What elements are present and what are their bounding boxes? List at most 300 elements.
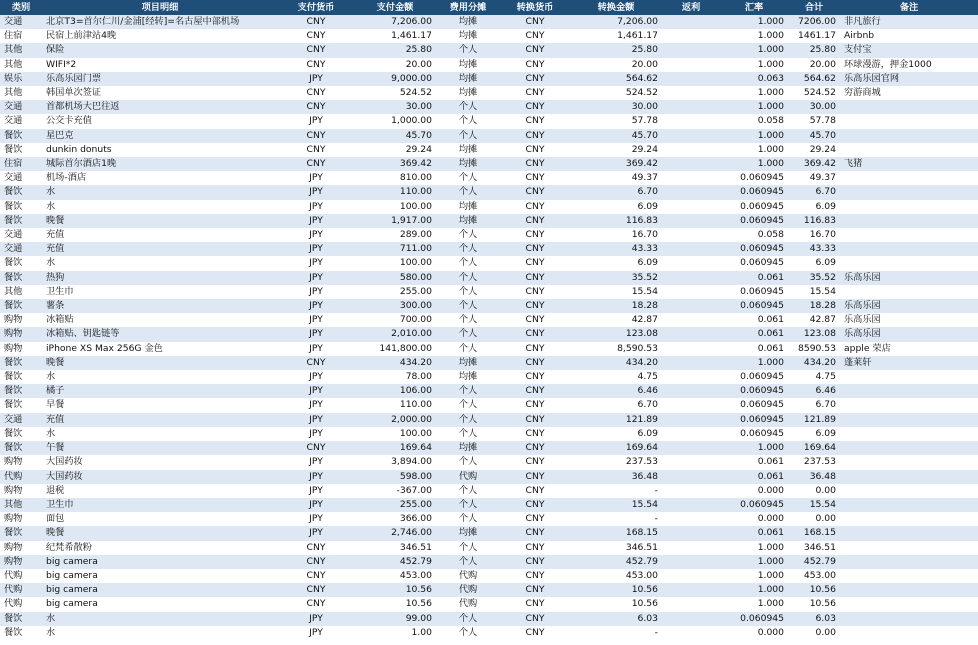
convert-amount-cell[interactable]: 36.48	[570, 470, 662, 484]
pay-amount-cell[interactable]: 1,461.17	[354, 29, 436, 43]
pay-currency-cell[interactable]: CNY	[278, 356, 354, 370]
note-cell[interactable]: 环球漫游，押金1000	[840, 58, 978, 72]
total-cell[interactable]: 30.00	[788, 100, 840, 114]
note-cell[interactable]	[840, 583, 978, 597]
item-cell[interactable]: 星巴克	[42, 129, 278, 143]
convert-currency-cell[interactable]: CNY	[500, 342, 570, 356]
rate-cell[interactable]: 0.061	[720, 526, 788, 540]
note-cell[interactable]	[840, 143, 978, 157]
rate-cell[interactable]: 1.000	[720, 100, 788, 114]
item-cell[interactable]: 午餐	[42, 441, 278, 455]
split-cell[interactable]: 代购	[436, 597, 500, 611]
convert-currency-cell[interactable]: CNY	[500, 299, 570, 313]
pay-currency-cell[interactable]: CNY	[278, 86, 354, 100]
rebate-cell[interactable]	[662, 43, 720, 57]
pay-amount-cell[interactable]: 110.00	[354, 398, 436, 412]
total-cell[interactable]: 7206.00	[788, 15, 840, 29]
item-cell[interactable]: 保险	[42, 43, 278, 57]
note-cell[interactable]	[840, 114, 978, 128]
rate-cell[interactable]: 1.000	[720, 143, 788, 157]
note-cell[interactable]	[840, 228, 978, 242]
convert-amount-cell[interactable]: 29.24	[570, 143, 662, 157]
rate-cell[interactable]: 1.000	[720, 157, 788, 171]
pay-amount-cell[interactable]: 598.00	[354, 470, 436, 484]
convert-currency-cell[interactable]: CNY	[500, 29, 570, 43]
pay-currency-cell[interactable]: CNY	[278, 157, 354, 171]
item-cell[interactable]: 晚餐	[42, 356, 278, 370]
rebate-cell[interactable]	[662, 129, 720, 143]
convert-amount-cell[interactable]: 346.51	[570, 541, 662, 555]
category-cell[interactable]: 交通	[0, 15, 42, 29]
convert-amount-cell[interactable]: 564.62	[570, 72, 662, 86]
rebate-cell[interactable]	[662, 526, 720, 540]
split-cell[interactable]: 个人	[436, 427, 500, 441]
item-cell[interactable]: 充值	[42, 413, 278, 427]
category-cell[interactable]: 餐饮	[0, 214, 42, 228]
category-cell[interactable]: 住宿	[0, 157, 42, 171]
note-cell[interactable]	[840, 597, 978, 611]
item-cell[interactable]: big camera	[42, 583, 278, 597]
convert-currency-cell[interactable]: CNY	[500, 398, 570, 412]
convert-currency-cell[interactable]: CNY	[500, 43, 570, 57]
rebate-cell[interactable]	[662, 427, 720, 441]
rate-cell[interactable]: 0.061	[720, 327, 788, 341]
split-cell[interactable]: 均摊	[436, 200, 500, 214]
note-cell[interactable]	[840, 214, 978, 228]
pay-currency-cell[interactable]: JPY	[278, 171, 354, 185]
total-cell[interactable]: 4.75	[788, 370, 840, 384]
split-cell[interactable]: 均摊	[436, 15, 500, 29]
rebate-cell[interactable]	[662, 597, 720, 611]
convert-amount-cell[interactable]: 42.87	[570, 313, 662, 327]
pay-amount-cell[interactable]: 100.00	[354, 200, 436, 214]
split-cell[interactable]: 个人	[436, 484, 500, 498]
convert-currency-cell[interactable]: CNY	[500, 327, 570, 341]
item-cell[interactable]: 晚餐	[42, 214, 278, 228]
rate-cell[interactable]: 0.063	[720, 72, 788, 86]
category-cell[interactable]: 住宿	[0, 29, 42, 43]
split-cell[interactable]: 个人	[436, 327, 500, 341]
category-cell[interactable]: 餐饮	[0, 370, 42, 384]
convert-currency-cell[interactable]: CNY	[500, 200, 570, 214]
pay-amount-cell[interactable]: 300.00	[354, 299, 436, 313]
category-cell[interactable]: 其他	[0, 58, 42, 72]
note-cell[interactable]	[840, 185, 978, 199]
convert-amount-cell[interactable]: 16.70	[570, 228, 662, 242]
pay-amount-cell[interactable]: 10.56	[354, 583, 436, 597]
convert-currency-cell[interactable]: CNY	[500, 114, 570, 128]
rebate-cell[interactable]	[662, 58, 720, 72]
rate-cell[interactable]: 1.000	[720, 15, 788, 29]
pay-amount-cell[interactable]: 434.20	[354, 356, 436, 370]
total-cell[interactable]: 10.56	[788, 583, 840, 597]
note-cell[interactable]: 非凡旅行	[840, 15, 978, 29]
split-cell[interactable]: 个人	[436, 228, 500, 242]
convert-amount-cell[interactable]: 6.09	[570, 256, 662, 270]
note-cell[interactable]	[840, 498, 978, 512]
rate-cell[interactable]: 0.000	[720, 484, 788, 498]
pay-amount-cell[interactable]: 1,000.00	[354, 114, 436, 128]
total-cell[interactable]: 434.20	[788, 356, 840, 370]
rebate-cell[interactable]	[662, 384, 720, 398]
pay-amount-cell[interactable]: 100.00	[354, 427, 436, 441]
total-cell[interactable]: 18.28	[788, 299, 840, 313]
convert-currency-cell[interactable]: CNY	[500, 541, 570, 555]
total-cell[interactable]: 121.89	[788, 413, 840, 427]
pay-currency-cell[interactable]: JPY	[278, 384, 354, 398]
convert-currency-cell[interactable]: CNY	[500, 100, 570, 114]
pay-currency-cell[interactable]: CNY	[278, 43, 354, 57]
pay-amount-cell[interactable]: 366.00	[354, 512, 436, 526]
convert-amount-cell[interactable]: 57.78	[570, 114, 662, 128]
item-cell[interactable]: 水	[42, 612, 278, 626]
split-cell[interactable]: 个人	[436, 398, 500, 412]
rebate-cell[interactable]	[662, 299, 720, 313]
category-cell[interactable]: 购物	[0, 342, 42, 356]
note-cell[interactable]	[840, 200, 978, 214]
item-cell[interactable]: 水	[42, 185, 278, 199]
pay-amount-cell[interactable]: 100.00	[354, 256, 436, 270]
pay-amount-cell[interactable]: 99.00	[354, 612, 436, 626]
pay-currency-cell[interactable]: CNY	[278, 129, 354, 143]
header-rebate[interactable]: 返利	[662, 0, 720, 15]
pay-currency-cell[interactable]: JPY	[278, 470, 354, 484]
rebate-cell[interactable]	[662, 612, 720, 626]
rebate-cell[interactable]	[662, 626, 720, 640]
convert-amount-cell[interactable]: 20.00	[570, 58, 662, 72]
note-cell[interactable]	[840, 256, 978, 270]
rate-cell[interactable]: 0.060945	[720, 370, 788, 384]
category-cell[interactable]: 其他	[0, 285, 42, 299]
rate-cell[interactable]: 0.060945	[720, 427, 788, 441]
note-cell[interactable]	[840, 526, 978, 540]
pay-amount-cell[interactable]: 524.52	[354, 86, 436, 100]
rebate-cell[interactable]	[662, 15, 720, 29]
total-cell[interactable]: 15.54	[788, 285, 840, 299]
item-cell[interactable]: 热狗	[42, 271, 278, 285]
note-cell[interactable]: 乐高乐园	[840, 327, 978, 341]
pay-amount-cell[interactable]: 580.00	[354, 271, 436, 285]
item-cell[interactable]: big camera	[42, 555, 278, 569]
item-cell[interactable]: 大国药妆	[42, 470, 278, 484]
convert-currency-cell[interactable]: CNY	[500, 256, 570, 270]
note-cell[interactable]	[840, 242, 978, 256]
pay-currency-cell[interactable]: JPY	[278, 271, 354, 285]
rate-cell[interactable]: 0.060945	[720, 612, 788, 626]
header-pay-currency[interactable]: 支付货币	[278, 0, 354, 15]
category-cell[interactable]: 其他	[0, 86, 42, 100]
item-cell[interactable]: 早餐	[42, 398, 278, 412]
pay-currency-cell[interactable]: JPY	[278, 200, 354, 214]
rate-cell[interactable]: 0.060945	[720, 242, 788, 256]
convert-amount-cell[interactable]: 10.56	[570, 597, 662, 611]
total-cell[interactable]: 35.52	[788, 271, 840, 285]
category-cell[interactable]: 娱乐	[0, 72, 42, 86]
pay-amount-cell[interactable]: 9,000.00	[354, 72, 436, 86]
note-cell[interactable]	[840, 484, 978, 498]
total-cell[interactable]: 0.00	[788, 626, 840, 640]
category-cell[interactable]: 餐饮	[0, 256, 42, 270]
header-rate[interactable]: 汇率	[720, 0, 788, 15]
rebate-cell[interactable]	[662, 512, 720, 526]
split-cell[interactable]: 个人	[436, 555, 500, 569]
split-cell[interactable]: 均摊	[436, 29, 500, 43]
rebate-cell[interactable]	[662, 327, 720, 341]
convert-currency-cell[interactable]: CNY	[500, 185, 570, 199]
pay-currency-cell[interactable]: JPY	[278, 214, 354, 228]
rebate-cell[interactable]	[662, 356, 720, 370]
total-cell[interactable]: 452.79	[788, 555, 840, 569]
total-cell[interactable]: 6.70	[788, 185, 840, 199]
split-cell[interactable]: 个人	[436, 285, 500, 299]
item-cell[interactable]: 面包	[42, 512, 278, 526]
category-cell[interactable]: 餐饮	[0, 427, 42, 441]
rebate-cell[interactable]	[662, 200, 720, 214]
rate-cell[interactable]: 1.000	[720, 541, 788, 555]
split-cell[interactable]: 个人	[436, 498, 500, 512]
split-cell[interactable]: 个人	[436, 384, 500, 398]
total-cell[interactable]: 1461.17	[788, 29, 840, 43]
item-cell[interactable]: 晚餐	[42, 526, 278, 540]
rate-cell[interactable]: 0.000	[720, 626, 788, 640]
note-cell[interactable]	[840, 612, 978, 626]
rate-cell[interactable]: 0.060945	[720, 171, 788, 185]
total-cell[interactable]: 29.24	[788, 143, 840, 157]
convert-currency-cell[interactable]: CNY	[500, 583, 570, 597]
total-cell[interactable]: 10.56	[788, 597, 840, 611]
category-cell[interactable]: 餐饮	[0, 185, 42, 199]
rate-cell[interactable]: 0.060945	[720, 498, 788, 512]
pay-currency-cell[interactable]: CNY	[278, 441, 354, 455]
rate-cell[interactable]: 0.061	[720, 313, 788, 327]
note-cell[interactable]	[840, 455, 978, 469]
note-cell[interactable]: 乐高乐园官网	[840, 72, 978, 86]
total-cell[interactable]: 6.46	[788, 384, 840, 398]
split-cell[interactable]: 个人	[436, 413, 500, 427]
convert-currency-cell[interactable]: CNY	[500, 271, 570, 285]
pay-currency-cell[interactable]: JPY	[278, 327, 354, 341]
item-cell[interactable]: 水	[42, 200, 278, 214]
item-cell[interactable]: 乐高乐园门票	[42, 72, 278, 86]
item-cell[interactable]: 水	[42, 427, 278, 441]
header-pay-amount[interactable]: 支付金额	[354, 0, 436, 15]
split-cell[interactable]: 个人	[436, 129, 500, 143]
split-cell[interactable]: 个人	[436, 612, 500, 626]
category-cell[interactable]: 购物	[0, 484, 42, 498]
item-cell[interactable]: 充值	[42, 228, 278, 242]
total-cell[interactable]: 8590.53	[788, 342, 840, 356]
split-cell[interactable]: 个人	[436, 100, 500, 114]
category-cell[interactable]: 餐饮	[0, 384, 42, 398]
category-cell[interactable]: 购物	[0, 541, 42, 555]
pay-amount-cell[interactable]: 1,917.00	[354, 214, 436, 228]
pay-currency-cell[interactable]: CNY	[278, 15, 354, 29]
convert-currency-cell[interactable]: CNY	[500, 214, 570, 228]
category-cell[interactable]: 餐饮	[0, 143, 42, 157]
pay-currency-cell[interactable]: JPY	[278, 256, 354, 270]
header-split[interactable]: 费用分摊	[436, 0, 500, 15]
category-cell[interactable]: 其他	[0, 498, 42, 512]
rate-cell[interactable]: 0.058	[720, 114, 788, 128]
convert-currency-cell[interactable]: CNY	[500, 15, 570, 29]
total-cell[interactable]: 0.00	[788, 512, 840, 526]
note-cell[interactable]	[840, 285, 978, 299]
note-cell[interactable]	[840, 427, 978, 441]
convert-amount-cell[interactable]: 25.80	[570, 43, 662, 57]
rebate-cell[interactable]	[662, 413, 720, 427]
convert-amount-cell[interactable]: 123.08	[570, 327, 662, 341]
split-cell[interactable]: 个人	[436, 342, 500, 356]
item-cell[interactable]: 民宿上前津站4晚	[42, 29, 278, 43]
convert-amount-cell[interactable]: 168.15	[570, 526, 662, 540]
pay-currency-cell[interactable]: JPY	[278, 228, 354, 242]
rebate-cell[interactable]	[662, 86, 720, 100]
split-cell[interactable]: 个人	[436, 171, 500, 185]
pay-currency-cell[interactable]: JPY	[278, 185, 354, 199]
note-cell[interactable]	[840, 100, 978, 114]
item-cell[interactable]: 退税	[42, 484, 278, 498]
convert-currency-cell[interactable]: CNY	[500, 129, 570, 143]
pay-currency-cell[interactable]: JPY	[278, 370, 354, 384]
category-cell[interactable]: 代购	[0, 597, 42, 611]
convert-amount-cell[interactable]: 453.00	[570, 569, 662, 583]
rebate-cell[interactable]	[662, 441, 720, 455]
pay-currency-cell[interactable]: JPY	[278, 285, 354, 299]
pay-currency-cell[interactable]: JPY	[278, 498, 354, 512]
total-cell[interactable]: 57.78	[788, 114, 840, 128]
rate-cell[interactable]: 1.000	[720, 58, 788, 72]
rebate-cell[interactable]	[662, 29, 720, 43]
total-cell[interactable]: 524.52	[788, 86, 840, 100]
split-cell[interactable]: 均摊	[436, 356, 500, 370]
rebate-cell[interactable]	[662, 569, 720, 583]
total-cell[interactable]: 6.09	[788, 256, 840, 270]
split-cell[interactable]: 个人	[436, 541, 500, 555]
category-cell[interactable]: 代购	[0, 470, 42, 484]
total-cell[interactable]: 369.42	[788, 157, 840, 171]
pay-currency-cell[interactable]: JPY	[278, 114, 354, 128]
pay-currency-cell[interactable]: JPY	[278, 413, 354, 427]
header-total[interactable]: 合计	[788, 0, 840, 15]
note-cell[interactable]: 蓬莱轩	[840, 356, 978, 370]
category-cell[interactable]: 交通	[0, 228, 42, 242]
pay-currency-cell[interactable]: JPY	[278, 313, 354, 327]
header-category[interactable]: 类别	[0, 0, 42, 15]
category-cell[interactable]: 交通	[0, 171, 42, 185]
total-cell[interactable]: 168.15	[788, 526, 840, 540]
convert-amount-cell[interactable]: 6.03	[570, 612, 662, 626]
rebate-cell[interactable]	[662, 555, 720, 569]
convert-currency-cell[interactable]: CNY	[500, 242, 570, 256]
pay-amount-cell[interactable]: 30.00	[354, 100, 436, 114]
rate-cell[interactable]: 0.060945	[720, 398, 788, 412]
convert-amount-cell[interactable]: 1,461.17	[570, 29, 662, 43]
pay-currency-cell[interactable]: JPY	[278, 626, 354, 640]
header-item[interactable]: 项目明细	[42, 0, 278, 15]
split-cell[interactable]: 均摊	[436, 143, 500, 157]
convert-currency-cell[interactable]: CNY	[500, 484, 570, 498]
rebate-cell[interactable]	[662, 583, 720, 597]
rebate-cell[interactable]	[662, 370, 720, 384]
pay-amount-cell[interactable]: 255.00	[354, 285, 436, 299]
category-cell[interactable]: 购物	[0, 555, 42, 569]
item-cell[interactable]: 橘子	[42, 384, 278, 398]
pay-currency-cell[interactable]: CNY	[278, 597, 354, 611]
note-cell[interactable]: 乐高乐园	[840, 299, 978, 313]
convert-amount-cell[interactable]: 30.00	[570, 100, 662, 114]
pay-currency-cell[interactable]: JPY	[278, 72, 354, 86]
item-cell[interactable]: 首都机场大巴往返	[42, 100, 278, 114]
item-cell[interactable]: 冰箱贴	[42, 313, 278, 327]
rate-cell[interactable]: 0.060945	[720, 185, 788, 199]
rate-cell[interactable]: 1.000	[720, 569, 788, 583]
pay-currency-cell[interactable]: JPY	[278, 612, 354, 626]
convert-amount-cell[interactable]: 6.09	[570, 427, 662, 441]
pay-amount-cell[interactable]: 2,010.00	[354, 327, 436, 341]
split-cell[interactable]: 代购	[436, 583, 500, 597]
category-cell[interactable]: 交通	[0, 100, 42, 114]
rate-cell[interactable]: 0.060945	[720, 200, 788, 214]
category-cell[interactable]: 餐饮	[0, 271, 42, 285]
rate-cell[interactable]: 0.060945	[720, 214, 788, 228]
pay-amount-cell[interactable]: 346.51	[354, 541, 436, 555]
rate-cell[interactable]: 0.060945	[720, 413, 788, 427]
convert-currency-cell[interactable]: CNY	[500, 157, 570, 171]
rebate-cell[interactable]	[662, 455, 720, 469]
split-cell[interactable]: 个人	[436, 185, 500, 199]
rebate-cell[interactable]	[662, 271, 720, 285]
convert-amount-cell[interactable]: 6.70	[570, 398, 662, 412]
rebate-cell[interactable]	[662, 242, 720, 256]
convert-amount-cell[interactable]: 169.64	[570, 441, 662, 455]
total-cell[interactable]: 6.70	[788, 398, 840, 412]
pay-currency-cell[interactable]: JPY	[278, 512, 354, 526]
rebate-cell[interactable]	[662, 342, 720, 356]
note-cell[interactable]: Airbnb	[840, 29, 978, 43]
pay-currency-cell[interactable]: JPY	[278, 242, 354, 256]
pay-amount-cell[interactable]: 169.64	[354, 441, 436, 455]
pay-currency-cell[interactable]: CNY	[278, 569, 354, 583]
pay-amount-cell[interactable]: 110.00	[354, 185, 436, 199]
note-cell[interactable]: 乐高乐园	[840, 313, 978, 327]
split-cell[interactable]: 均摊	[436, 441, 500, 455]
split-cell[interactable]: 个人	[436, 512, 500, 526]
note-cell[interactable]	[840, 384, 978, 398]
total-cell[interactable]: 42.87	[788, 313, 840, 327]
note-cell[interactable]	[840, 171, 978, 185]
convert-currency-cell[interactable]: CNY	[500, 470, 570, 484]
convert-currency-cell[interactable]: CNY	[500, 86, 570, 100]
note-cell[interactable]	[840, 569, 978, 583]
category-cell[interactable]: 其他	[0, 43, 42, 57]
convert-currency-cell[interactable]: CNY	[500, 72, 570, 86]
rate-cell[interactable]: 0.061	[720, 342, 788, 356]
convert-amount-cell[interactable]: 121.89	[570, 413, 662, 427]
item-cell[interactable]: iPhone XS Max 256G 金色	[42, 342, 278, 356]
pay-amount-cell[interactable]: 141,800.00	[354, 342, 436, 356]
total-cell[interactable]: 49.37	[788, 171, 840, 185]
convert-amount-cell[interactable]: 15.54	[570, 285, 662, 299]
rate-cell[interactable]: 1.000	[720, 356, 788, 370]
split-cell[interactable]: 个人	[436, 455, 500, 469]
total-cell[interactable]: 20.00	[788, 58, 840, 72]
pay-amount-cell[interactable]: 20.00	[354, 58, 436, 72]
rate-cell[interactable]: 1.000	[720, 555, 788, 569]
item-cell[interactable]: 大国药妆	[42, 455, 278, 469]
convert-currency-cell[interactable]: CNY	[500, 313, 570, 327]
item-cell[interactable]: 充值	[42, 242, 278, 256]
note-cell[interactable]: apple 荣店	[840, 342, 978, 356]
